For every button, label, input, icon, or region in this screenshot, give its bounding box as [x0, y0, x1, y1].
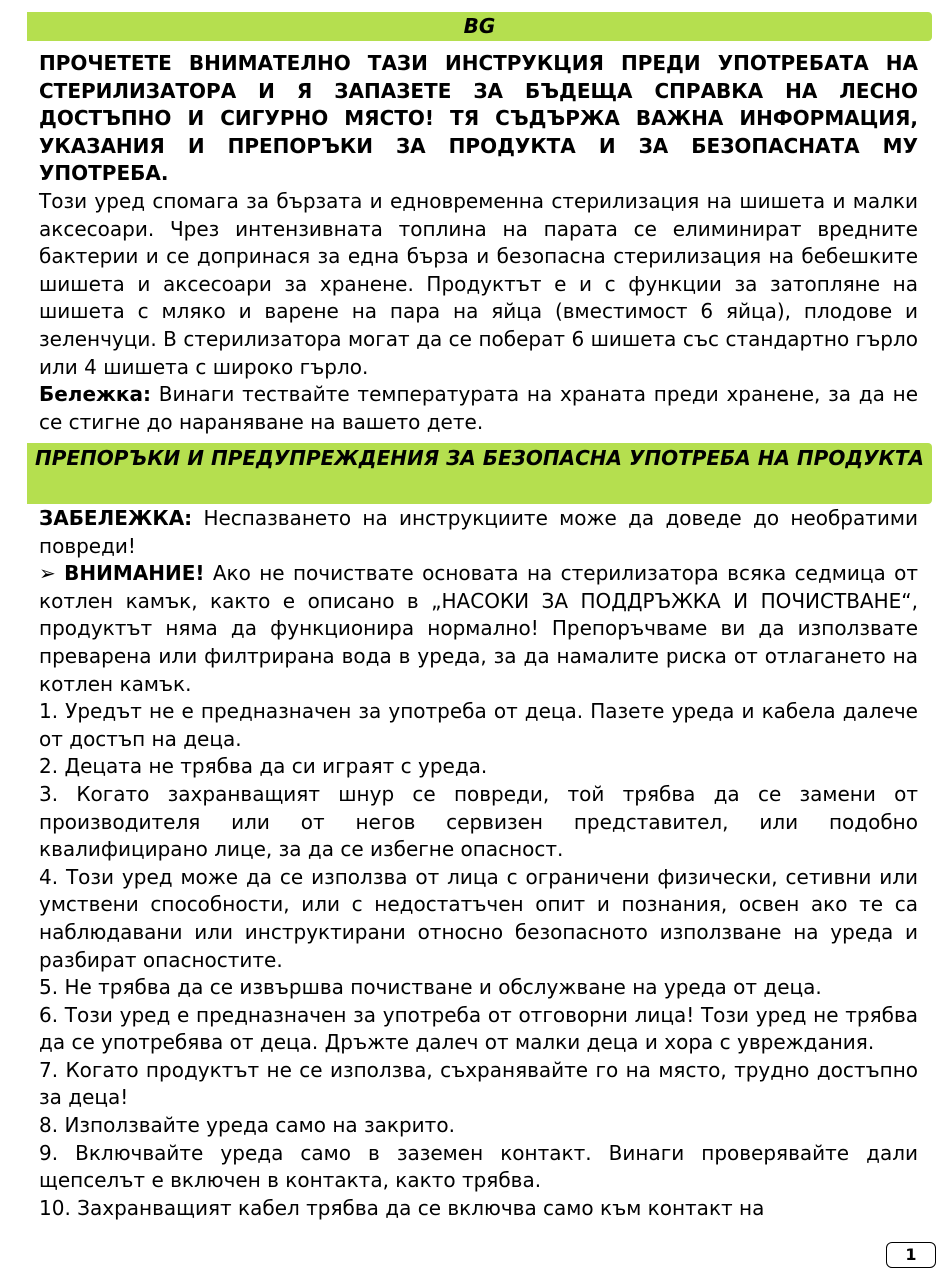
safety-item: 4. Този уред може да се използва от лица с ограничени физически, сетивни или умствени способности, или с недостатъчен опит и познания, освен ако те са наблюдавани или инструктирани относно безопасното използване на уреда и разбират опасностите. — [39, 864, 918, 972]
temperature-note — [39, 381, 918, 436]
safety-item: 7. Когато продуктът не се използва, съхранявайте го на място, трудно достъпно за деца! — [39, 1057, 918, 1110]
safety-note-text: Неспазването на инструкциите може да доведе до необратими повреди! — [39, 506, 918, 558]
page-number: 1 — [905, 1245, 917, 1264]
safety-item: 6. Този уред е предназначен за употреба от отговорни лица! Този уред не трябва да се употребява от деца. Дръжте далеч от малки деца и хора с увреждания. — [39, 1002, 918, 1055]
descaling-attention — [39, 560, 918, 698]
note-text: Винаги тествайте температурата на храната преди хранене, за да не се стигне до нараняване на вашето дете. — [39, 382, 918, 434]
safety-section — [39, 505, 918, 1222]
safety-item: 3. Когато захранващият шнур се повреди, той трябва да се замени от производителя или от негов сервизен представител, или подобно квалифицирано лице, за да се избегне опасност. — [39, 781, 918, 862]
safety-item: 9. Включвайте уреда само в заземен контакт. Винаги проверявайте дали щепселът е включен в контакта, както трябва. — [39, 1140, 918, 1193]
safety-item: 2. Децата не трябва да си играят с уреда. — [39, 754, 488, 779]
read-instructions-warning: ПРОЧЕТЕТЕ ВНИМАТЕЛНО ТАЗИ ИНСТРУКЦИЯ ПРЕДИ УПОТРЕБАТА НА СТЕРИЛИЗАТОРА И Я ЗАПАЗЕТЕ ЗА БЪДЕЩА СПРАВКА НА ЛЕСНО ДОСТЪПНО И СИГУРНО МЯСТО! ТЯ СЪДЪРЖА ВАЖНА ИНФОРМАЦИЯ, УКАЗАНИЯ И ПРЕПОРЪКИ ЗА ПРОДУКТА И ЗА БЕЗОПАСНАТА МУ УПОТРЕБА. — [39, 51, 918, 186]
safety-section-header — [27, 443, 932, 504]
attention-text: Ако не почиствате основата на стерилизатора всяка седмица от котлен камък, както е описано в „НАСОКИ ЗА ПОДДРЪЖКА И ПОЧИСТВАНЕ“, продуктът няма да функционира нормално! Препоръчваме ви да използвате преварена или филтрирана вода в уреда, за да намалите риска от отлагането на котлен камък. — [39, 561, 918, 696]
irreversible-damage-note — [39, 505, 918, 560]
safety-item: 10. Захранващият кабел трябва да се включва само към контакт на — [39, 1195, 765, 1220]
attention-label: ВНИМАНИЕ! — [64, 561, 205, 586]
page-number-badge — [886, 1242, 936, 1268]
safety-note-label: ЗАБЕЛЕЖКА: — [39, 506, 193, 530]
product-description: Този уред спомага за бързата и едновременна стерилизация на шишета и малки аксесоари. Чрез интензивната топлина на парата се елиминират вредните бактерии и се допринася за една бърза и безопасна стерилизация на бебешките шишета и аксесоари за хранене. Продуктът е и с функции за затопляне на шишета с мляко и варене на пара на яйца (вместимост 6 яйца), плодове и зеленчуци. В стерилизатора могат да се поберат 6 шишета със стандартно гърло или 4 шишета с широко гърло. — [39, 188, 918, 379]
intro-section — [39, 50, 918, 436]
language-code: BG — [463, 14, 496, 38]
safety-item: 1. Уредът не е предназначен за употреба от деца. Пазете уреда и кабела далече от достъп на деца. — [39, 699, 918, 751]
safety-item: 8. Използвайте уреда само на закрито. — [39, 1113, 455, 1138]
arrow-bullet-icon: ➢ — [39, 561, 65, 586]
language-header — [27, 12, 932, 41]
note-label: Бележка: — [39, 382, 151, 407]
safety-section-title: ПРЕПОРЪКИ И ПРЕДУПРЕЖДЕНИЯ ЗА БЕЗОПАСНА УПОТРЕБА НА ПРОДУКТА — [34, 446, 925, 470]
safety-item: 5. Не трябва да се извършва почистване и обслужване на уреда от деца. — [39, 975, 822, 1000]
